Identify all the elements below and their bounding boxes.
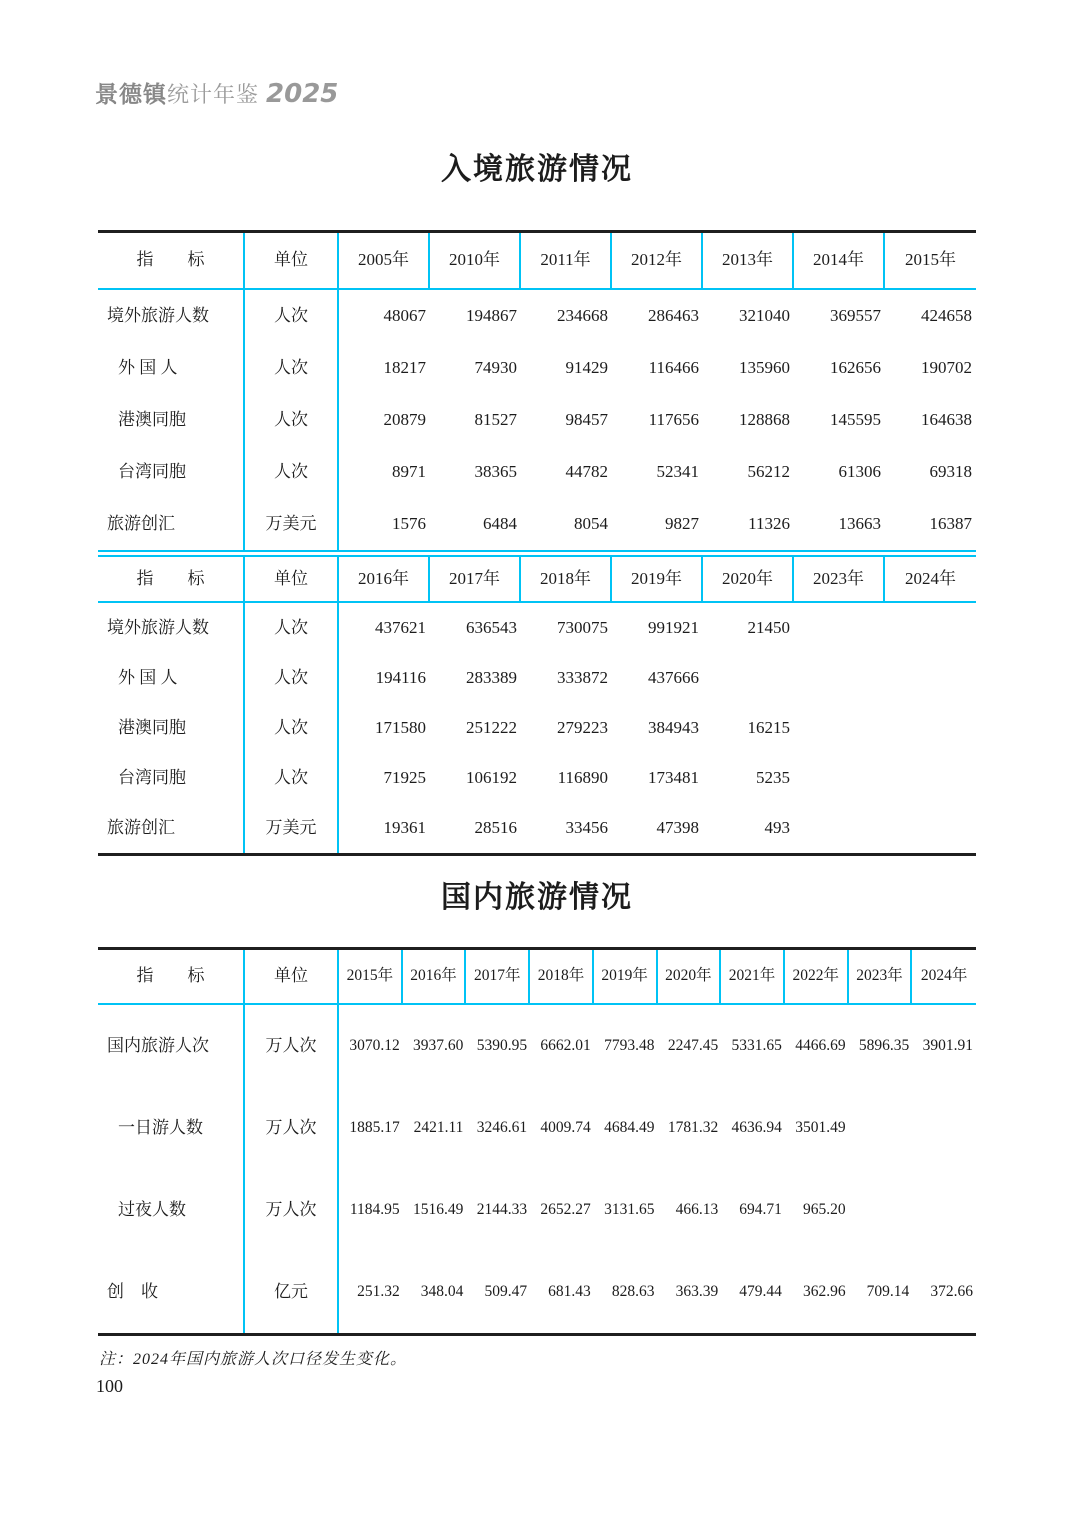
unit-column-header: 单位 xyxy=(245,950,339,1005)
value-cell: 479.44 xyxy=(739,1282,782,1300)
year-column-header: 2018年 xyxy=(521,557,612,603)
value-cell: 694.71 xyxy=(739,1200,782,1218)
value-cell: 18217 xyxy=(383,357,426,377)
value-cell: 9827 xyxy=(665,513,699,533)
year-column-header: 2010年 xyxy=(430,233,521,290)
footnote: 注：2024年国内旅游人次口径发生变化。 xyxy=(99,1351,408,1368)
row-unit: 人次 xyxy=(245,394,339,446)
value-cell: 991921 xyxy=(648,617,699,637)
year-column-header: 2020年 xyxy=(703,557,794,603)
value-cell: 283389 xyxy=(466,667,517,687)
empty-value-cell xyxy=(794,703,885,753)
unit-column-header: 单位 xyxy=(245,557,339,603)
value-cell: 3937.60 xyxy=(413,1036,464,1054)
row-label: 创 收 xyxy=(98,1251,245,1333)
value-cell: 251.32 xyxy=(357,1282,400,1300)
row-label: 台湾同胞 xyxy=(98,753,245,803)
year-column-header: 2015年 xyxy=(885,233,976,290)
value-cell: 116466 xyxy=(648,357,699,377)
value-cell: 437666 xyxy=(648,667,699,687)
table-section xyxy=(98,233,976,550)
unit-column-header: 单位 xyxy=(245,233,339,290)
value-cell: 5331.65 xyxy=(731,1036,782,1054)
value-cell: 1516.49 xyxy=(413,1200,464,1218)
year-column-header: 2024年 xyxy=(912,950,976,1005)
value-cell: 69318 xyxy=(929,461,972,481)
year-column-header: 2017年 xyxy=(430,557,521,603)
value-cell: 362.96 xyxy=(802,1282,846,1300)
table-section xyxy=(98,557,976,853)
value-cell: 3246.61 xyxy=(476,1118,528,1136)
value-cell: 384943 xyxy=(648,717,699,737)
value-cell: 106192 xyxy=(466,767,517,787)
row-label: 一日游人数 xyxy=(98,1087,245,1169)
table-section xyxy=(98,950,976,1333)
value-cell: 348.04 xyxy=(420,1282,464,1300)
row-unit: 万美元 xyxy=(245,803,339,853)
value-cell: 44782 xyxy=(565,461,608,481)
row-label: 国内旅游人次 xyxy=(98,1005,245,1087)
row-unit: 人次 xyxy=(245,703,339,753)
value-cell: 8971 xyxy=(392,461,426,481)
row-label: 台湾同胞 xyxy=(98,446,245,498)
row-unit: 万人次 xyxy=(245,1087,339,1169)
value-cell: 4466.69 xyxy=(795,1036,846,1054)
empty-value-cell xyxy=(912,1087,976,1169)
value-cell: 251222 xyxy=(466,717,517,737)
row-unit: 人次 xyxy=(245,603,339,653)
year-column-header: 2023年 xyxy=(849,950,913,1005)
value-cell: 234668 xyxy=(557,305,608,325)
row-unit: 人次 xyxy=(245,753,339,803)
value-cell: 4636.94 xyxy=(731,1118,782,1136)
row-label: 港澳同胞 xyxy=(98,703,245,753)
row-unit: 人次 xyxy=(245,342,339,394)
value-cell: 194116 xyxy=(375,667,426,687)
value-cell: 4684.49 xyxy=(604,1118,655,1136)
year-column-header: 2019年 xyxy=(594,950,658,1005)
value-cell: 21450 xyxy=(747,617,790,637)
value-cell: 3901.91 xyxy=(922,1036,973,1054)
year-column-header: 2013年 xyxy=(703,233,794,290)
value-cell: 16387 xyxy=(929,513,972,533)
empty-value-cell xyxy=(849,1169,913,1251)
value-cell: 56212 xyxy=(747,461,790,481)
year-column-header: 2018年 xyxy=(530,950,594,1005)
indicator-column-header: 指 标 xyxy=(98,950,245,1005)
empty-value-cell xyxy=(703,653,794,703)
value-cell: 424658 xyxy=(921,305,972,325)
empty-value-cell xyxy=(849,1087,913,1169)
yearbook-brand-header xyxy=(95,76,338,109)
value-cell: 171580 xyxy=(375,717,426,737)
value-cell: 5896.35 xyxy=(858,1036,910,1054)
row-unit: 万美元 xyxy=(245,498,339,550)
value-cell: 164638 xyxy=(921,409,972,429)
value-cell: 162656 xyxy=(830,357,881,377)
value-cell: 372.66 xyxy=(930,1282,973,1300)
value-cell: 2652.27 xyxy=(540,1200,591,1218)
value-cell: 98457 xyxy=(565,409,608,429)
brand-city-name: 景德镇 xyxy=(95,82,167,108)
row-unit: 亿元 xyxy=(245,1251,339,1333)
brand-year: 2025 xyxy=(266,79,339,109)
value-cell: 194867 xyxy=(466,305,517,325)
value-cell: 8054 xyxy=(574,513,608,533)
row-label: 外 国 人 xyxy=(98,342,245,394)
value-cell: 369557 xyxy=(830,305,881,325)
value-cell: 190702 xyxy=(921,357,972,377)
empty-value-cell xyxy=(912,1169,976,1251)
value-cell: 11326 xyxy=(748,513,790,533)
brand-subtitle: 统计年鉴 xyxy=(167,83,260,108)
value-cell: 74930 xyxy=(474,357,517,377)
year-column-header: 2016年 xyxy=(403,950,467,1005)
value-cell: 5235 xyxy=(756,767,790,787)
empty-value-cell xyxy=(794,803,885,853)
value-cell: 47398 xyxy=(656,817,699,837)
indicator-column-header: 指 标 xyxy=(98,233,245,290)
value-cell: 20879 xyxy=(383,409,426,429)
empty-value-cell xyxy=(885,703,976,753)
value-cell: 466.13 xyxy=(675,1200,719,1218)
value-cell: 363.39 xyxy=(675,1282,719,1300)
row-label: 旅游创汇 xyxy=(98,498,245,550)
value-cell: 135960 xyxy=(739,357,790,377)
value-cell: 117656 xyxy=(648,409,699,429)
value-cell: 5390.95 xyxy=(476,1036,528,1054)
value-cell: 279223 xyxy=(557,717,608,737)
row-unit: 人次 xyxy=(245,446,339,498)
row-unit: 万人次 xyxy=(245,1005,339,1087)
value-cell: 116890 xyxy=(557,767,608,787)
year-column-header: 2014年 xyxy=(794,233,885,290)
value-cell: 509.47 xyxy=(484,1282,528,1300)
value-cell: 16215 xyxy=(747,717,790,737)
value-cell: 4009.74 xyxy=(540,1118,591,1136)
empty-value-cell xyxy=(794,753,885,803)
value-cell: 2421.11 xyxy=(413,1118,464,1136)
value-cell: 81527 xyxy=(474,409,517,429)
row-label: 港澳同胞 xyxy=(98,394,245,446)
value-cell: 28516 xyxy=(474,817,517,837)
empty-value-cell xyxy=(885,653,976,703)
section-separator xyxy=(98,550,976,557)
value-cell: 128868 xyxy=(739,409,790,429)
value-cell: 437621 xyxy=(375,617,426,637)
value-cell: 2144.33 xyxy=(476,1200,528,1218)
domestic-tourism-table xyxy=(98,947,976,1336)
row-unit: 人次 xyxy=(245,290,339,342)
value-cell: 709.14 xyxy=(866,1282,910,1300)
table1-title: 入境旅游情况 xyxy=(441,153,633,186)
row-label: 境外旅游人数 xyxy=(98,290,245,342)
value-cell: 1885.17 xyxy=(349,1118,400,1136)
value-cell: 13663 xyxy=(838,513,881,533)
value-cell: 286463 xyxy=(648,305,699,325)
value-cell: 6484 xyxy=(483,513,517,533)
indicator-column-header: 指 标 xyxy=(98,557,245,603)
year-column-header: 2015年 xyxy=(339,950,403,1005)
year-column-header: 2024年 xyxy=(885,557,976,603)
year-column-header: 2016年 xyxy=(339,557,430,603)
value-cell: 828.63 xyxy=(611,1282,655,1300)
value-cell: 33456 xyxy=(565,817,608,837)
empty-value-cell xyxy=(885,753,976,803)
value-cell: 3501.49 xyxy=(795,1118,846,1136)
value-cell: 1781.32 xyxy=(667,1118,719,1136)
year-column-header: 2005年 xyxy=(339,233,430,290)
empty-value-cell xyxy=(794,653,885,703)
year-column-header: 2023年 xyxy=(794,557,885,603)
page-number: 100 xyxy=(96,1376,123,1396)
row-label: 外 国 人 xyxy=(98,653,245,703)
value-cell: 173481 xyxy=(648,767,699,787)
value-cell: 493 xyxy=(764,817,790,837)
year-column-header: 2022年 xyxy=(785,950,849,1005)
value-cell: 3131.65 xyxy=(604,1200,655,1218)
year-column-header: 2012年 xyxy=(612,233,703,290)
empty-value-cell xyxy=(885,603,976,653)
value-cell: 91429 xyxy=(565,357,608,377)
row-unit: 人次 xyxy=(245,653,339,703)
inbound-tourism-table xyxy=(98,230,976,856)
value-cell: 965.20 xyxy=(802,1200,846,1218)
value-cell: 681.43 xyxy=(548,1282,591,1300)
year-column-header: 2019年 xyxy=(612,557,703,603)
value-cell: 48067 xyxy=(383,305,426,325)
table2-title: 国内旅游情况 xyxy=(441,881,633,914)
value-cell: 636543 xyxy=(466,617,517,637)
value-cell: 321040 xyxy=(739,305,790,325)
empty-value-cell xyxy=(885,803,976,853)
value-cell: 2247.45 xyxy=(667,1036,719,1054)
value-cell: 71925 xyxy=(383,767,426,787)
value-cell: 1184.95 xyxy=(349,1200,400,1218)
year-column-header: 2011年 xyxy=(521,233,612,290)
row-label: 过夜人数 xyxy=(98,1169,245,1251)
year-column-header: 2020年 xyxy=(658,950,722,1005)
year-column-header: 2021年 xyxy=(721,950,785,1005)
value-cell: 6662.01 xyxy=(540,1036,591,1054)
value-cell: 52341 xyxy=(656,461,699,481)
value-cell: 3070.12 xyxy=(349,1036,400,1054)
value-cell: 38365 xyxy=(474,461,517,481)
row-label: 旅游创汇 xyxy=(98,803,245,853)
value-cell: 730075 xyxy=(557,617,608,637)
value-cell: 145595 xyxy=(830,409,881,429)
row-label: 境外旅游人数 xyxy=(98,603,245,653)
value-cell: 333872 xyxy=(557,667,608,687)
value-cell: 19361 xyxy=(383,817,426,837)
row-unit: 万人次 xyxy=(245,1169,339,1251)
value-cell: 1576 xyxy=(392,513,426,533)
year-column-header: 2017年 xyxy=(466,950,530,1005)
empty-value-cell xyxy=(794,603,885,653)
value-cell: 7793.48 xyxy=(604,1036,655,1054)
value-cell: 61306 xyxy=(838,461,881,481)
